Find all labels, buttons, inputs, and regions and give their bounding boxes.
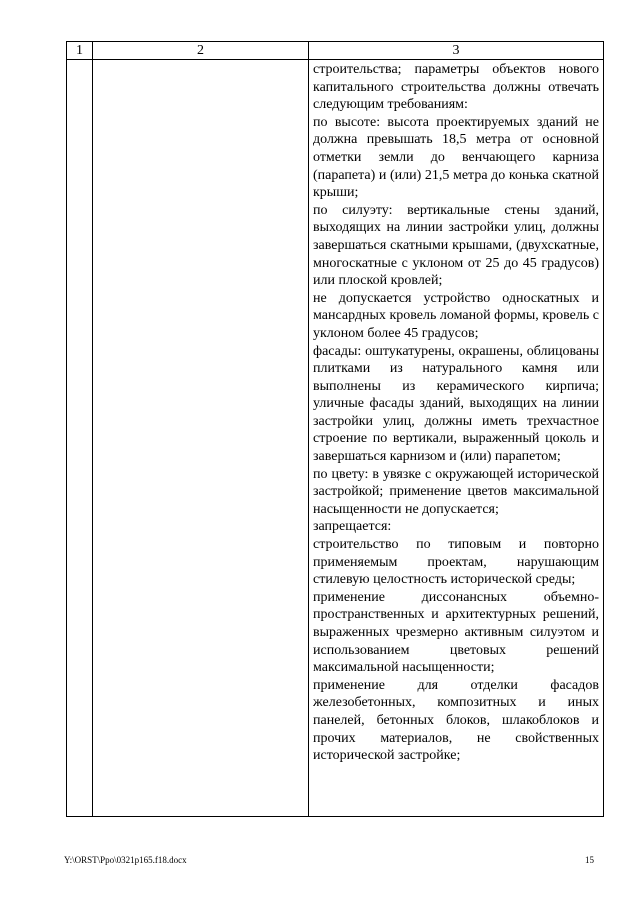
paragraph-roof-restrictions: не допускается устройство односкатных и мансардных кровель ломаной формы, кровель с уклоном более 45 градусов; bbox=[313, 290, 599, 341]
paragraph-construction-parameters: строительства; параметры объектов нового капитального строительства должны отвечать следующим требованиям: bbox=[313, 62, 599, 113]
paragraph-silhouette: по силуэту: вертикальные стены зданий, выходящих на линии застройки улиц, должны завершаться скатными крышами, (двухскатные, многоскатные с уклоном от 25 до 45 градусов) или плоской кровлей; bbox=[313, 202, 599, 289]
column-header-1: 1 bbox=[67, 42, 93, 60]
paragraph-color: по цвету: в увязке с окружающей исторической застройкой; применение цветов максимальной насыщенности не допускается; bbox=[313, 466, 599, 517]
footer-file-path: Y:\ORST\Ppo\0321p165.f18.docx bbox=[64, 855, 187, 865]
regulations-table bbox=[66, 41, 604, 817]
paragraph-dissonant-solutions: применение диссонансных объемно-пространственных и архитектурных решений, выраженных чрезмерно активным силуэтом и использованием цветовых решений максимальной насыщенности; bbox=[313, 589, 599, 676]
table-header-row bbox=[67, 42, 604, 60]
paragraph-prohibited-heading: запрещается: bbox=[313, 519, 392, 535]
requirements-text bbox=[313, 61, 599, 765]
paragraph-facades: фасады: оштукатурены, окрашены, облицованы плитками из натурального камня или выполнены из керамического кирпича; уличные фасады зданий, выходящих на линии застройки улиц, должны иметь трехчастное строение по вертикали, выраженный цоколь и завершаться карнизом и (или) парапетом; bbox=[313, 343, 599, 465]
paragraph-typical-projects: строительство по типовым и повторно применяемым проектам, нарушающим стилевую целостность исторической среды; bbox=[313, 537, 599, 588]
column-1-cell bbox=[67, 60, 93, 817]
column-header-2: 2 bbox=[93, 42, 309, 60]
column-header-3: 3 bbox=[309, 42, 604, 60]
paragraph-facade-materials: применение для отделки фасадов железобетонных, композитных и иных панелей, бетонных блоков, шлакоблоков и прочих материалов, не свойственных исторической застройке; bbox=[313, 677, 599, 764]
column-3-cell bbox=[309, 60, 604, 817]
column-2-cell bbox=[93, 60, 309, 817]
paragraph-height: по высоте: высота проектируемых зданий не должна превышать 18,5 метра от основной отметки земли до венчающего карниза (парапета) и (или) 21,5 метра до конька скатной крыши; bbox=[313, 114, 599, 201]
table-row bbox=[67, 60, 604, 817]
page-number: 15 bbox=[585, 855, 594, 865]
